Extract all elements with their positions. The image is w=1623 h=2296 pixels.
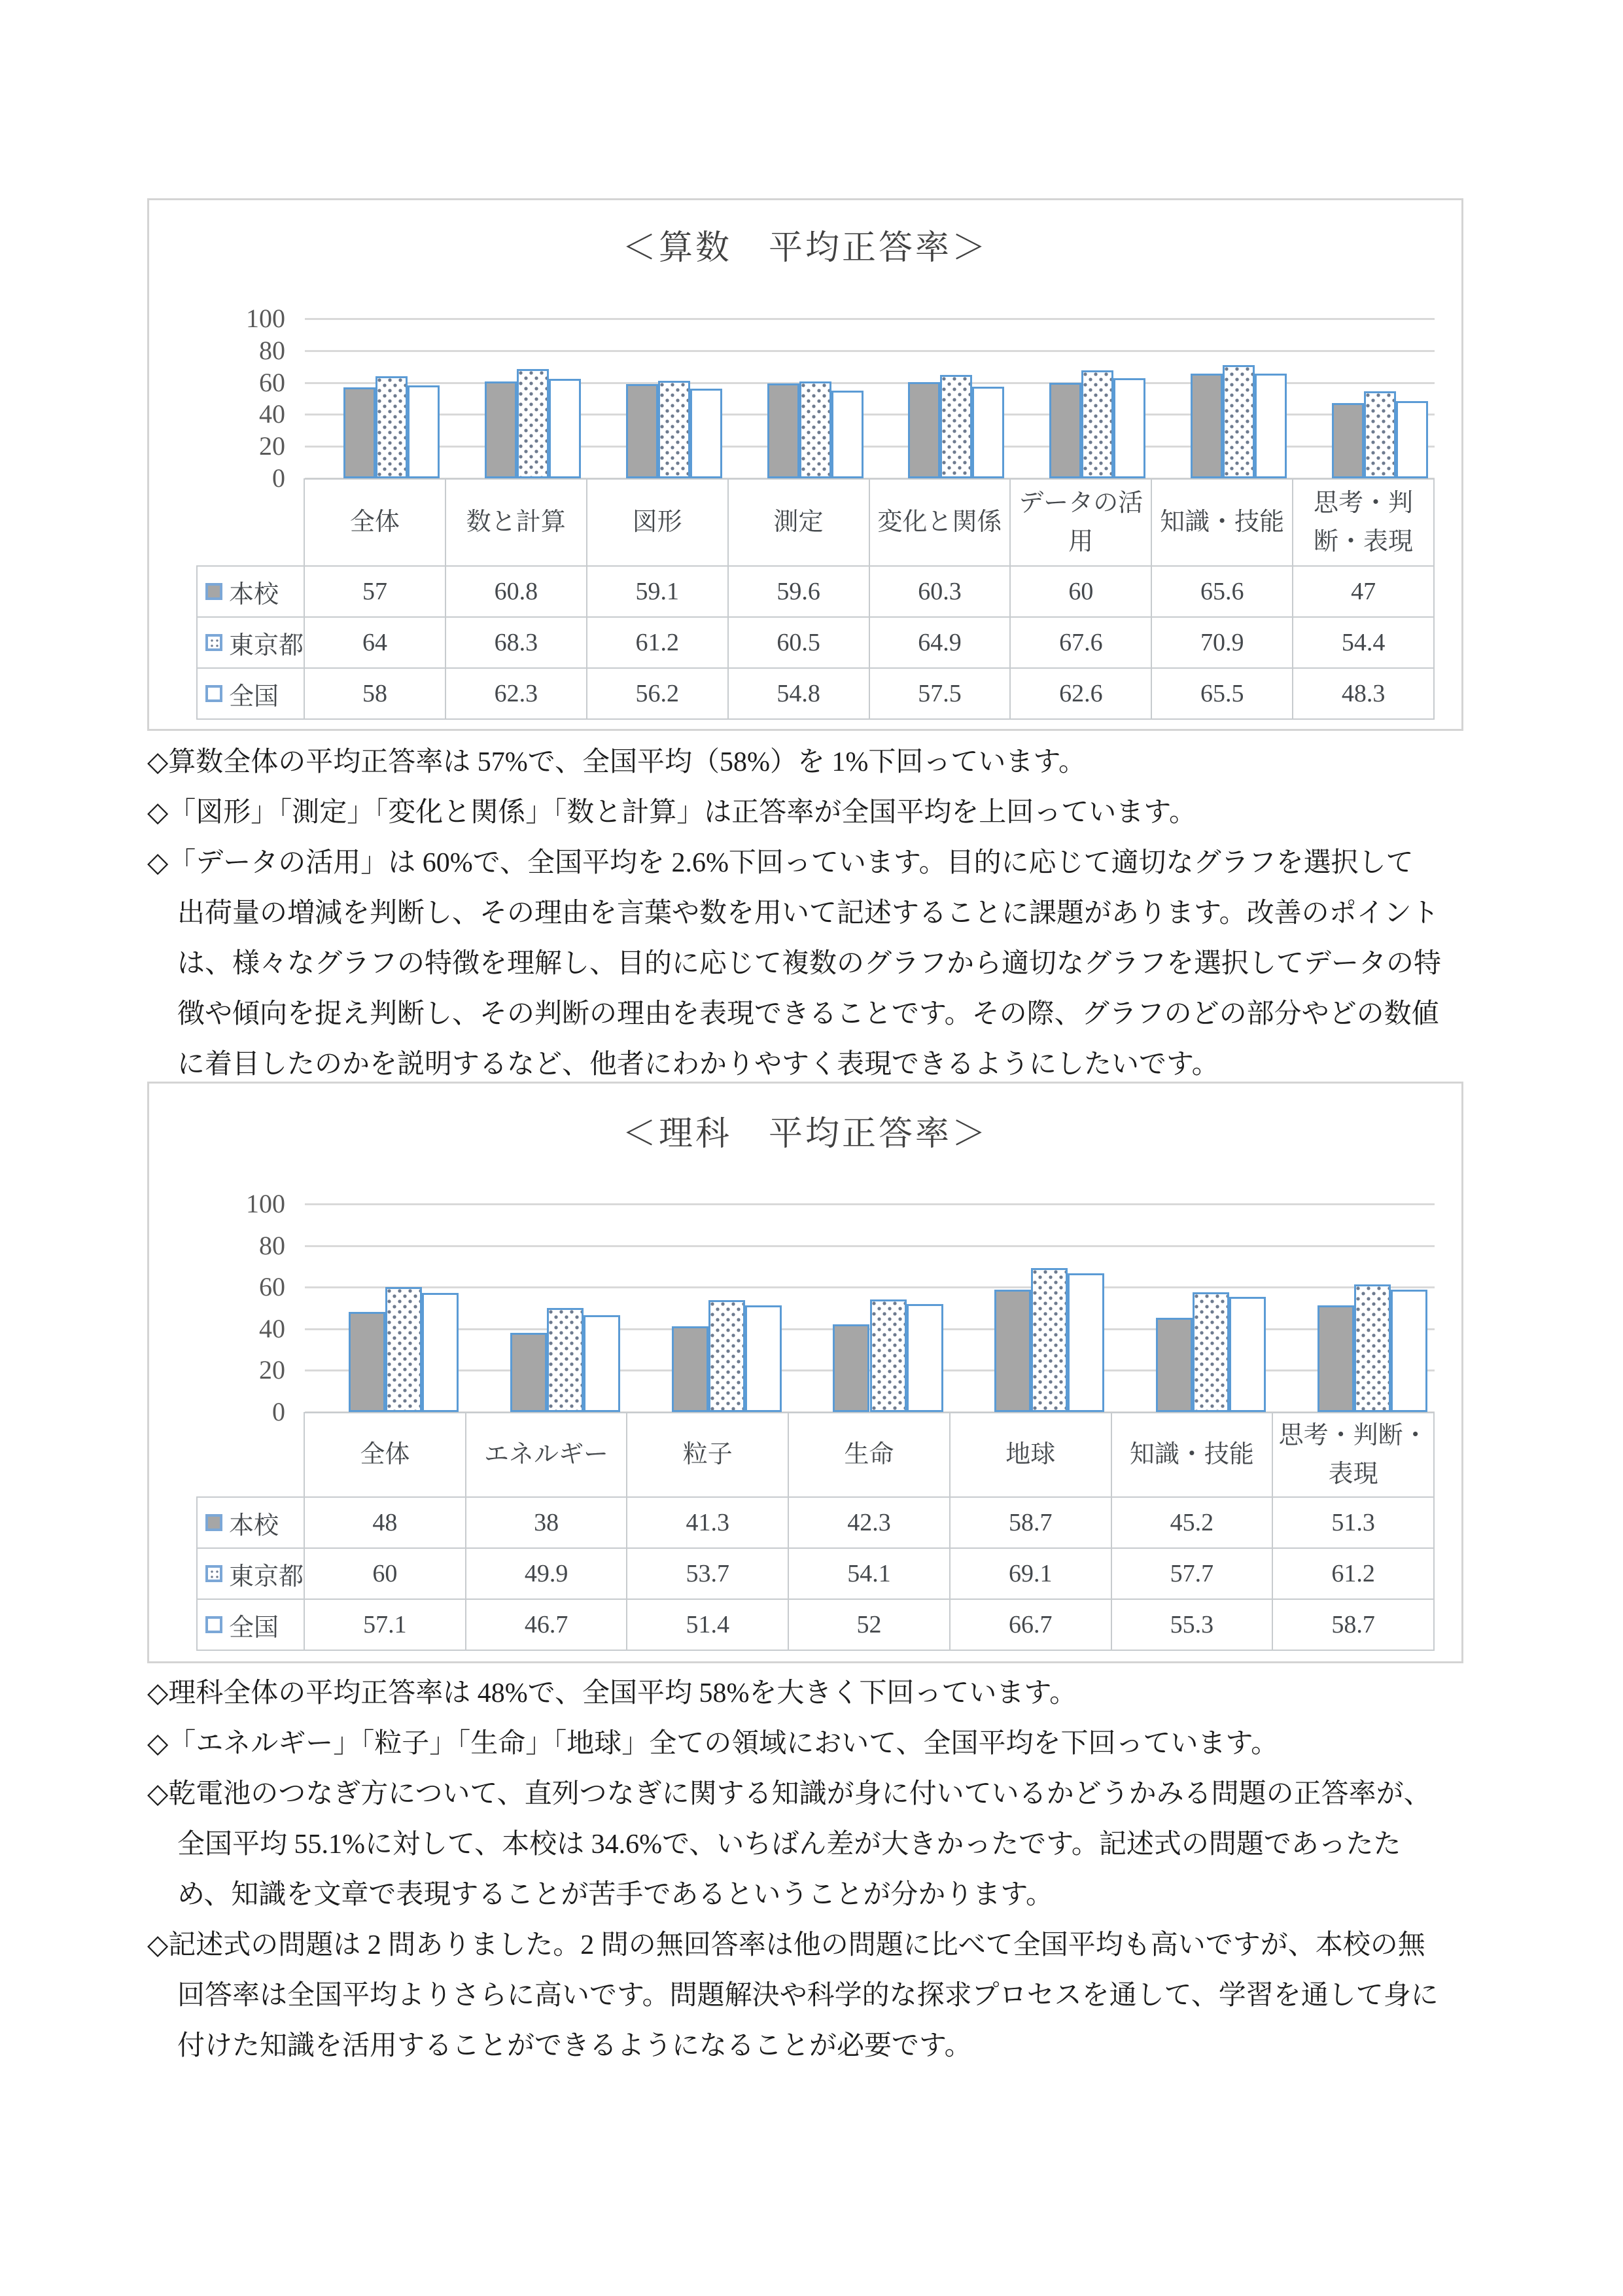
bar-全国-知識・技能 [1229, 1297, 1266, 1412]
legend-cell-本校 [196, 1498, 305, 1549]
value-cell-東京都-思考・判断・表現: 61.2 [1273, 1549, 1435, 1600]
category-header-思考・判断・表現: 思考・判 断・表現 [1293, 478, 1435, 567]
science-chart-panel [147, 1082, 1463, 1663]
category-header-エネルギー: エネルギー [466, 1412, 628, 1498]
gridline-100 [305, 1203, 1435, 1205]
category-header-数と計算: 数と計算 [446, 478, 587, 567]
value-cell-東京都-測定: 60.5 [729, 618, 870, 669]
value-cell-全国-測定: 54.8 [729, 669, 870, 720]
bar-全国-測定 [831, 391, 864, 478]
value-cell-全国-変化と関係: 57.5 [870, 669, 1011, 720]
note-line: 徴や傾向を捉え判断し、その判断の理由を表現できることです。その際、グラフのどの部分やどの数値 [177, 999, 1439, 1029]
value-cell-全国-粒子: 51.4 [627, 1600, 789, 1651]
value-cell-全国-全体: 58 [305, 669, 446, 720]
bar-全国-生命 [907, 1304, 943, 1412]
series-name: 全国 [229, 1614, 279, 1642]
legend-marker-dotted-icon [205, 634, 222, 651]
category-header-測定: 測定 [729, 478, 870, 567]
value-cell-本校-全体: 48 [305, 1498, 466, 1549]
value-cell-本校-思考・判断・表現: 47 [1293, 567, 1435, 618]
bar-本校-エネルギー [510, 1333, 547, 1412]
note-line: に着目したのかを説明するなど、他者にわかりやすく表現できるようにしたいです。 [177, 1050, 1219, 1080]
bar-東京都-エネルギー [547, 1308, 584, 1412]
note-line: 出荷量の増減を判断し、その理由を言葉や数を用いて記述することに課題があります。改善のポイント [177, 898, 1439, 928]
value-cell-本校-図形: 59.1 [587, 567, 729, 618]
note-line: ◇「エネルギー」「粒子」「生命」「地球」全ての領域において、全国平均を下回っています。 [147, 1729, 1279, 1759]
y-axis-tick-label: 20 [259, 431, 285, 461]
value-cell-全国-数と計算: 62.3 [446, 669, 587, 720]
value-cell-本校-エネルギー: 38 [466, 1498, 628, 1549]
bar-本校-全体 [349, 1312, 385, 1412]
table-corner-cell [196, 1412, 305, 1498]
bar-東京都-地球 [1031, 1268, 1068, 1412]
bar-東京都-図形 [658, 381, 690, 478]
legend-marker-outline-icon [205, 685, 222, 702]
value-cell-東京都-エネルギー: 49.9 [466, 1549, 628, 1600]
value-cell-全国-地球: 66.7 [951, 1600, 1112, 1651]
series-name: 本校 [229, 1511, 279, 1540]
value-cell-本校-変化と関係: 60.3 [870, 567, 1011, 618]
bar-全国-データの活用 [1113, 378, 1145, 478]
category-header-全体: 全体 [305, 1412, 466, 1498]
y-axis-tick-label: 80 [259, 1230, 285, 1260]
note-line: ◇算数全体の平均正答率は 57%で、全国平均（58%）を 1%下回っています。 [147, 747, 1087, 777]
bar-本校-全体 [343, 387, 375, 478]
note-line: ◇記述式の問題は 2 問ありました。2 問の無回答率は他の問題に比べて全国平均も高いですが、本校の無 [147, 1930, 1425, 1960]
category-header-知識・技能: 知識・技能 [1112, 1412, 1274, 1498]
value-cell-東京都-思考・判断・表現: 54.4 [1293, 618, 1435, 669]
bar-全国-全体 [408, 385, 440, 478]
gridline-80 [305, 1245, 1435, 1247]
value-cell-全国-生命: 52 [789, 1600, 951, 1651]
bar-本校-思考・判断・表現 [1332, 403, 1364, 478]
bar-本校-粒子 [672, 1326, 708, 1412]
y-axis-tick-label: 60 [259, 367, 285, 397]
legend-marker-dotted-icon [205, 1565, 222, 1582]
math-chart-title: ＜算数 平均正答率＞ [621, 230, 988, 267]
value-cell-東京都-全体: 60 [305, 1549, 466, 1600]
math-data-table [196, 478, 1435, 720]
bar-東京都-思考・判断・表現 [1354, 1284, 1391, 1412]
category-header-全体: 全体 [305, 478, 446, 567]
bar-東京都-生命 [870, 1299, 907, 1412]
science-bar-chart-plot [246, 1189, 1435, 1426]
y-axis-tick-label: 100 [246, 1189, 285, 1218]
bar-本校-生命 [833, 1324, 869, 1413]
table-corner-cell [196, 478, 305, 567]
value-cell-全国-知識・技能: 65.5 [1152, 669, 1293, 720]
value-cell-全国-思考・判断・表現: 58.7 [1273, 1600, 1435, 1651]
value-cell-本校-知識・技能: 45.2 [1112, 1498, 1274, 1549]
math-bar-chart-plot [246, 304, 1435, 493]
series-name: 全国 [229, 682, 279, 711]
value-cell-本校-測定: 59.6 [729, 567, 870, 618]
legend-cell-本校 [196, 567, 305, 618]
bar-東京都-変化と関係 [940, 375, 972, 478]
value-cell-東京都-データの活用: 67.6 [1011, 618, 1152, 669]
note-line: 全国平均 55.1%に対して、本校は 34.6%で、いちばん差が大きかったです。記述式の問題であったた [177, 1829, 1401, 1860]
series-name: 東京都 [229, 1563, 304, 1591]
value-cell-東京都-数と計算: 68.3 [446, 618, 587, 669]
value-cell-本校-粒子: 41.3 [627, 1498, 789, 1549]
series-name: 東京都 [229, 631, 304, 660]
bar-東京都-思考・判断・表現 [1364, 391, 1396, 478]
category-header-生命: 生命 [789, 1412, 951, 1498]
bar-東京都-全体 [375, 376, 408, 478]
bar-本校-数と計算 [485, 381, 517, 478]
y-axis-tick-label: 0 [272, 463, 285, 493]
legend-marker-solid-icon [205, 583, 222, 600]
bar-東京都-知識・技能 [1193, 1292, 1229, 1412]
series-name: 本校 [229, 580, 279, 609]
value-cell-東京都-図形: 61.2 [587, 618, 729, 669]
y-axis-tick-label: 60 [259, 1272, 285, 1302]
note-line: 回答率は全国平均よりさらに高いです。問題解決や科学的な探求プロセスを通して、学習を通して身に [177, 1981, 1439, 2011]
bar-本校-データの活用 [1049, 383, 1081, 478]
bar-全国-知識・技能 [1255, 374, 1287, 478]
value-cell-本校-地球: 58.7 [951, 1498, 1112, 1549]
note-line: ◇「データの活用」は 60%で、全国平均を 2.6%下回っています。目的に応じて適切なグラフを選択して [147, 848, 1414, 878]
gridline-100 [305, 318, 1435, 320]
value-cell-東京都-知識・技能: 70.9 [1152, 618, 1293, 669]
note-line: め、知識を文章で表現することが苦手であるということが分かります。 [177, 1880, 1053, 1910]
category-header-思考・判断・表現: 思考・判断・ 表現 [1273, 1412, 1435, 1498]
value-cell-全国-思考・判断・表現: 48.3 [1293, 669, 1435, 720]
bar-東京都-知識・技能 [1223, 365, 1255, 478]
bar-全国-全体 [422, 1293, 459, 1412]
legend-cell-全国 [196, 669, 305, 720]
y-axis-tick-label: 100 [246, 304, 285, 333]
science-notes [147, 1669, 1482, 2072]
value-cell-全国-エネルギー: 46.7 [466, 1600, 628, 1651]
value-cell-本校-思考・判断・表現: 51.3 [1273, 1498, 1435, 1549]
value-cell-東京都-全体: 64 [305, 618, 446, 669]
note-line: は、様々なグラフの特徴を理解し、目的に応じて複数のグラフから適切なグラフを選択してデータの特 [177, 949, 1442, 979]
value-cell-全国-全体: 57.1 [305, 1600, 466, 1651]
bar-東京都-数と計算 [517, 369, 549, 478]
value-cell-本校-生命: 42.3 [789, 1498, 951, 1549]
value-cell-全国-知識・技能: 55.3 [1112, 1600, 1274, 1651]
bar-全国-図形 [690, 389, 722, 478]
category-header-データの活用: データの活 用 [1011, 478, 1152, 567]
value-cell-全国-データの活用: 62.6 [1011, 669, 1152, 720]
bar-東京都-測定 [799, 381, 831, 478]
y-axis-tick-label: 40 [259, 399, 285, 429]
legend-marker-outline-icon [205, 1616, 222, 1633]
bar-本校-測定 [767, 383, 799, 478]
gridline-80 [305, 350, 1435, 352]
value-cell-東京都-生命: 54.1 [789, 1549, 951, 1600]
legend-cell-全国 [196, 1600, 305, 1651]
bar-本校-知識・技能 [1156, 1318, 1193, 1412]
y-axis-tick-label: 0 [272, 1397, 285, 1426]
category-header-地球: 地球 [951, 1412, 1112, 1498]
bar-全国-粒子 [745, 1305, 782, 1412]
value-cell-本校-数と計算: 60.8 [446, 567, 587, 618]
science-chart-title: ＜理科 平均正答率＞ [621, 1116, 988, 1153]
value-cell-東京都-変化と関係: 64.9 [870, 618, 1011, 669]
value-cell-東京都-粒子: 53.7 [627, 1549, 789, 1600]
note-line: ◇「図形」「測定」「変化と関係」「数と計算」は正答率が全国平均を上回っています。 [147, 798, 1196, 828]
legend-cell-東京都 [196, 618, 305, 669]
bar-東京都-粒子 [708, 1300, 745, 1412]
bar-全国-エネルギー [584, 1315, 620, 1413]
note-line: 付けた知識を活用することができるようになることが必要です。 [177, 2031, 972, 2061]
y-axis-tick-label: 20 [259, 1355, 285, 1385]
category-header-変化と関係: 変化と関係 [870, 478, 1011, 567]
gridline-60 [305, 1286, 1435, 1288]
bar-東京都-全体 [385, 1287, 422, 1412]
bar-本校-思考・判断・表現 [1318, 1305, 1354, 1412]
category-header-粒子: 粒子 [627, 1412, 789, 1498]
value-cell-東京都-知識・技能: 57.7 [1112, 1549, 1274, 1600]
value-cell-本校-知識・技能: 65.6 [1152, 567, 1293, 618]
bar-全国-数と計算 [549, 379, 581, 478]
bar-本校-地球 [994, 1290, 1031, 1412]
bar-全国-思考・判断・表現 [1396, 401, 1428, 478]
math-chart-panel [147, 198, 1463, 731]
value-cell-本校-データの活用: 60 [1011, 567, 1152, 618]
y-axis-tick-label: 80 [259, 335, 285, 365]
bar-東京都-データの活用 [1081, 370, 1113, 478]
legend-cell-東京都 [196, 1549, 305, 1600]
bar-本校-図形 [626, 384, 658, 478]
value-cell-本校-全体: 57 [305, 567, 446, 618]
bar-全国-変化と関係 [972, 387, 1004, 478]
value-cell-東京都-地球: 69.1 [951, 1549, 1112, 1600]
note-line: ◇乾電池のつなぎ方について、直列つなぎに関する知識が身に付いているかどうかみる問題の正答率が、 [147, 1779, 1431, 1809]
bar-全国-地球 [1068, 1273, 1104, 1412]
bar-本校-変化と関係 [908, 382, 940, 478]
math-notes [147, 737, 1482, 1090]
bar-本校-知識・技能 [1191, 374, 1223, 478]
bar-全国-思考・判断・表現 [1391, 1290, 1427, 1412]
science-data-table [196, 1412, 1435, 1651]
y-axis-tick-label: 40 [259, 1313, 285, 1343]
legend-marker-solid-icon [205, 1514, 222, 1531]
category-header-知識・技能: 知識・技能 [1152, 478, 1293, 567]
value-cell-全国-図形: 56.2 [587, 669, 729, 720]
category-header-図形: 図形 [587, 478, 729, 567]
note-line: ◇理科全体の平均正答率は 48%で、全国平均 58%を大きく下回っています。 [147, 1678, 1077, 1708]
